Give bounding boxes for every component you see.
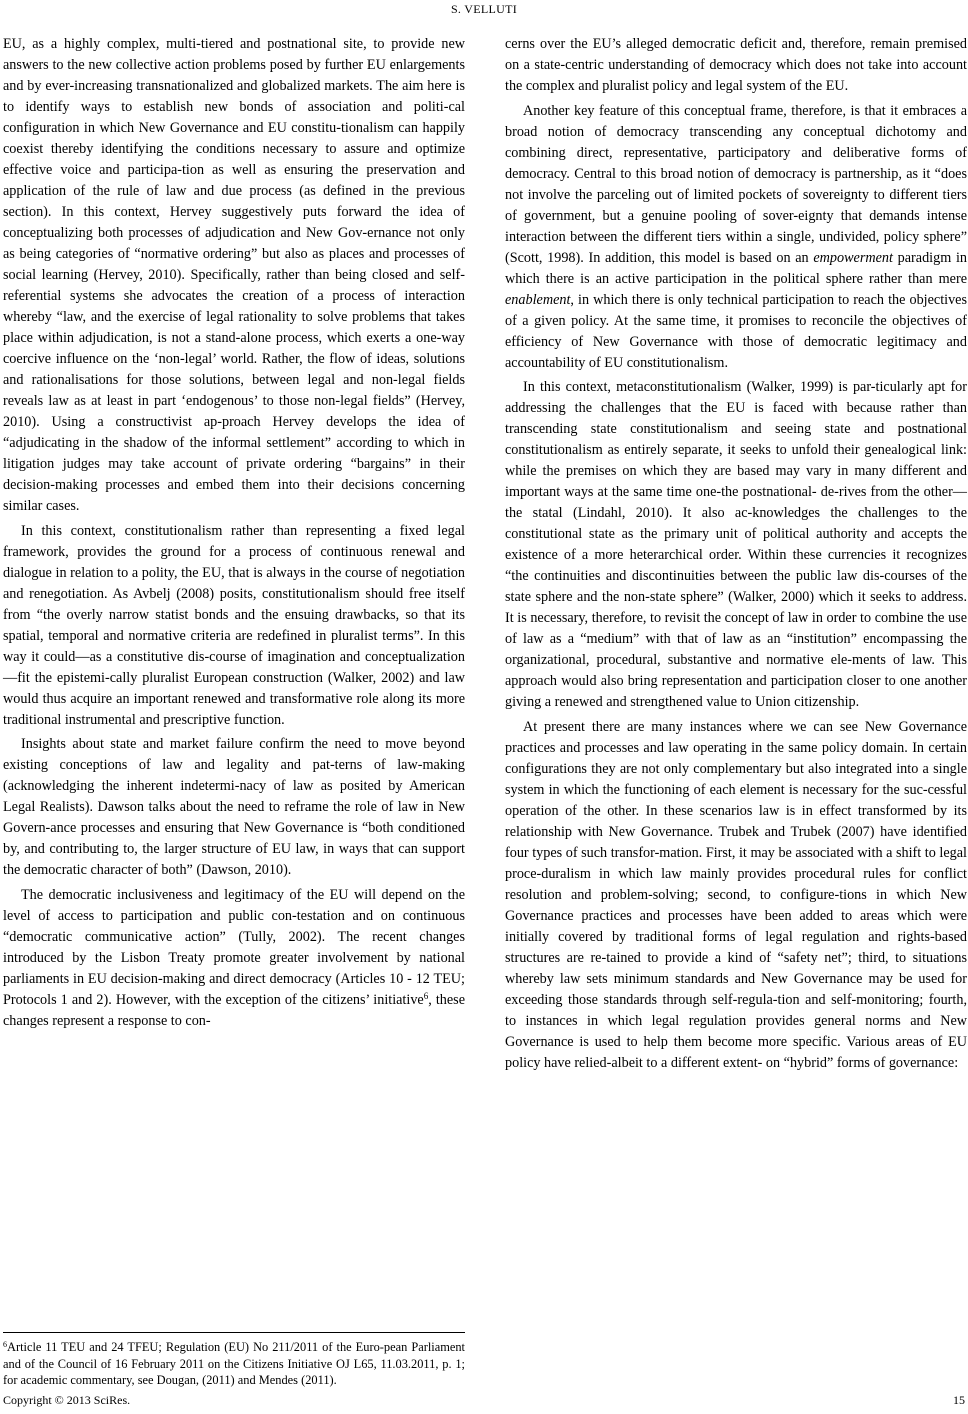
- footnote-number: 6: [3, 1340, 7, 1349]
- footnote: [3, 1339, 465, 1389]
- paragraph-text: Another key feature of this conceptual frame, therefore, is that it embraces a broad notion of democracy transcending any conceptual dichotomy and combining direct, representative, participatory and deliberative forms of democracy. Central to this broad notion of democracy is partnership, as it “does not involve the parceling out of limited pockets of sovereignty to different tiers of government, but a genuine pooling of sover-eignty that demands intense interaction between the different tiers within a single, undivided, policy sphere” (Scott, 1998). In addition, this model is based on an: [505, 102, 967, 266]
- paragraph-text: paradigm in which there is an active participation in the political sphere rather than mere: [505, 249, 967, 287]
- left-column: [3, 34, 465, 1035]
- page-number: 15: [953, 1393, 965, 1407]
- paragraph: [3, 885, 465, 1032]
- emphasis-text: empowerment: [813, 249, 893, 266]
- paragraph-text: , these changes represent a response to con-: [3, 991, 465, 1029]
- paragraph: In this context, metaconstitutionalism (Walker, 1999) is par-ticularly apt for addressing the challenges that the EU is faced with because rather than transcending state constitutionalism and seeing state and postnational constitutionalism as entirely separate, it seeks to unfold their genealogical link: while the premises on which they are based may vary in many different and important ways at the same time one-the postnational- de-rives from the other—the statal (Lindahl, 2010). It also ac-knowledges the challenges to the constitutional state as the primary unit of political authority and accepts the existence of a more heterarchical order. Within these currencies it recognizes “the continuities and discontinuities between the public law dis-courses of the state sphere and the non-state sphere” (Walker, 2000) which it seeks to address. It is necessary, therefore, to revisit the concept of law in order to combine the use of law as a “medium” with that of law as an “institution” encompassing the organizational, procedural, substantive and normative ele-ments of law. This approach would also bring representation and participation closer to one another giving a renewed and strengthened value to Union citizenship.: [505, 379, 967, 710]
- right-column: [505, 34, 967, 1077]
- footnote-divider: [3, 1332, 465, 1333]
- paragraph: Insights about state and market failure confirm the need to move beyond existing conceptions of law and legality and pat-terns of law-making (acknowledging the inherent indetermi-nacy of law as posited by American Legal Realists). Dawson talks about the need to reframe the role of law in New Govern-ance processes and ensuring that New Governance is “both conditioned by, and contributing to, the larger structure of EU law, in ways that can support the democratic character of both” (Dawson, 2010).: [3, 736, 465, 878]
- footnote-text: Article 11 TEU and 24 TFEU; Regulation (EU) No 211/2011 of the Euro-pean Parliament and of the Council of 16 February 2011 on the Citizens Initiative OJ L65, 11.03.2011, p. 1; for academic commentary, see Dougan, (2011) and Mendes (2011).: [3, 1340, 465, 1387]
- paragraph: [505, 101, 967, 374]
- paragraph-text: The democratic inclusiveness and legitimacy of the EU will depend on the level of access to participation and public con-testation and on continuous “democratic communicative action” (Tully, 2002). The recent changes introduced by the Lisbon Treaty promote greater involvement by national parliaments in EU decision-making and direct democracy (Articles 10 - 12 TEU; Protocols 1 and 2). However, with the exception of the citizens’ initiative: [3, 886, 465, 1008]
- emphasis-text: enablement: [505, 291, 571, 308]
- paragraph-text: , in which there is only technical participation to reach the objectives of a given policy. At the same time, it promises to reconcile the objectives of efficiency of New Governance with those of democratic legitimacy and accountability of EU constitutionalism.: [505, 291, 967, 371]
- paragraph: EU, as a highly complex, multi-tiered and postnational site, to provide new answers to the new collective action problems posed by further EU enlargements and by ever-increasing transnationalized and globalized markets. The aim here is to identify ways to establish new bonds of association and politi-cal configuration in which New Governance and EU constitu-tionalism can happily coexist thereby identifying the conditions necessary to assure and optimize effective voice and participa-tion as well as ensuring the preservation and application of the rule of law and due process (as defined in the previous section). In this context, Hervey suggestively puts forward the idea of conceptualizing both processes of adjudication and New Gov-ernance not only as being categories of “normative ordering” but also as places and processes of social learning (Hervey, 2010). Specifically, rather than being closed and self-referential systems she advocates the creation of a process of interaction whereby “law, and the exercise of legal rationality to solve problems that takes place within adjudication, is not a stand-alone process, which exerts a one-way coercive influence on the ‘non-legal’ world. Rather, the flow of ideas, solutions and rationalisations for those solutions, between legal and non-legal fields reveals law as at least in part ‘endogenous’ to those non-legal fields” (Hervey, 2010). Using a constructivist ap-proach Hervey develops the idea of “adjudicating in the shadow of the informal settlement” according to which in litigation judges may take account of private ordering “bargains” in their decision-making processes and embed them into their decisions concerning similar cases.: [3, 36, 465, 514]
- footnotes: [3, 1332, 465, 1389]
- paragraph: cerns over the EU’s alleged democratic deficit and, therefore, remain premised on a state-centric understanding of democracy which does not take into account the complex and pluralist policy and legal system of the EU.: [505, 36, 967, 94]
- paragraph: In this context, constitutionalism rather than representing a fixed legal framework, provides the ground for a process of continuous renewal and dialogue in relation to a polity, the EU, that is always in the course of negotiation and renegotiation. As Avbelj (2008) posits, constitutionalism should free itself from “the overly narrow statist bonds and the ensuing drawbacks, so that its spatial, temporal and normative criteria are redefined in pluralist terms”. In this way it could—as a constitutive dis-course of imagination and conceptualization—fit the epistemi-cally pluralist European construction (Walker, 2002) and law would thus acquire an important renewed and transformative role along its more traditional instrumental and prescriptive function.: [3, 522, 465, 728]
- paragraph: At present there are many instances where we can see New Governance practices and processes and law operating in the same policy domain. In certain configurations they are not only complementary but also integrated into a single system in which the functioning of each element is necessary for the suc-cessful operation of the other. In these scenarios law is in effect transformed by its relationship with New Governance. Trubek and Trubek (2007) have identified four types of such transfor-mation. First, it may be associated with a shift to legal proce-duralism in which law mainly provides procedural rules for conflict resolution and problem-solving; second, to configure-tions in which New Governance practices and processes have been added to areas which were initially covered by traditional forms of legal regulation and rights-based structures are re-tained to provide a kind of “safety net”; third, to situations whereby law sets minimum standards and New Governance may be used for exceeding those standards through self-regula-tion and self-monitoring; fourth, to instances in which legal regulation provides general norms and New Governance is used to help them become more specific. Various areas of EU policy have relied-albeit to a different extent- on “hybrid” forms of governance:: [505, 718, 967, 1071]
- running-head: S. VELLUTI: [450, 2, 518, 16]
- copyright-notice: Copyright © 2013 SciRes.: [3, 1393, 131, 1407]
- footnote-ref[interactable]: 6: [423, 990, 429, 1001]
